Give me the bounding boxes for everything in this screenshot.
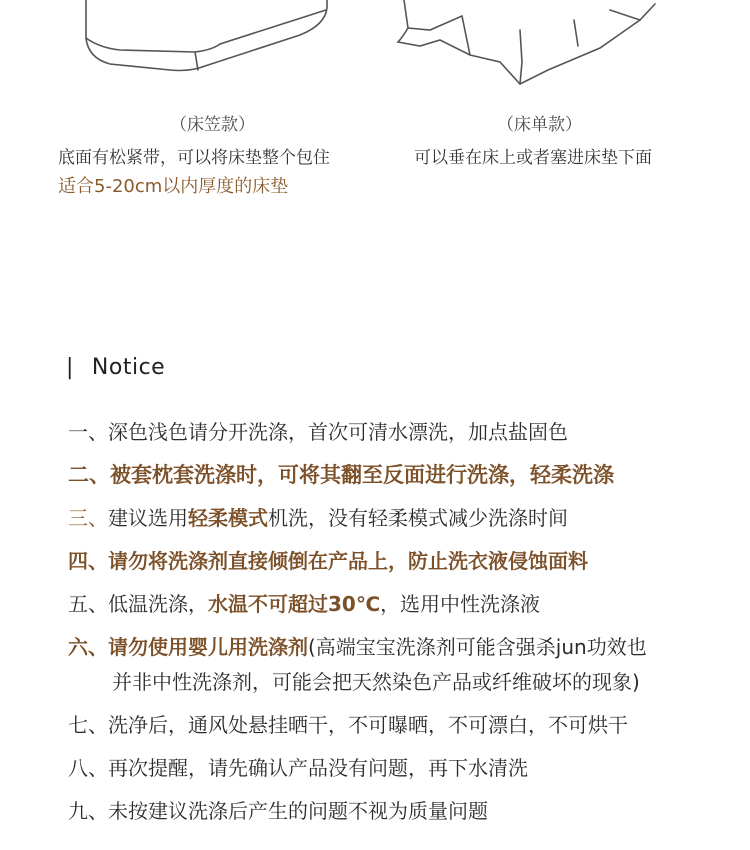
item-6-post: (高端宝宝洗涤剂可能含强杀jun功效也 <box>308 635 647 659</box>
notice-item-5 <box>68 588 540 617</box>
notice-item-6 <box>68 631 647 660</box>
item-3-post: 机洗，没有轻柔模式减少洗涤时间 <box>268 506 568 530</box>
item-3-highlight: 轻柔模式 <box>188 506 268 530</box>
bedding-illustrations <box>0 0 750 110</box>
flat-sheet-illustration <box>398 0 655 84</box>
item-5-post: ，选用中性洗涤液 <box>380 592 541 616</box>
fitted-sheet-thickness: 适合5-20cm以内厚度的床垫 <box>58 176 289 197</box>
notice-item-6-line2: 并非中性洗涤剂，可能会把天然染色产品或纤维破坏的现象) <box>112 670 640 694</box>
item-3-pre: 建议选用 <box>108 506 188 530</box>
fitted-sheet-illustration <box>86 0 327 71</box>
fitted-sheet-title: （床笠款） <box>170 115 255 135</box>
notice-item-2: 二、被套枕套洗涤时，可将其翻至反面进行洗涤，轻柔洗涤 <box>68 463 614 487</box>
flat-sheet-desc: 可以垂在床上或者塞进床垫下面 <box>414 148 652 168</box>
notice-item-8: 八、再次提醒，请先确认产品没有问题，再下水清洗 <box>68 756 528 780</box>
notice-item-1: 一、深色浅色请分开洗涤，首次可清水漂洗，加点盐固色 <box>68 420 568 444</box>
notice-item-3 <box>68 502 568 531</box>
flat-sheet-title: （床单款） <box>497 115 582 135</box>
heading-text: Notice <box>91 355 166 380</box>
notice-item-9: 九、未按建议洗涤后产生的问题不视为质量问题 <box>68 799 488 823</box>
item-6-highlight: 六、请勿使用婴儿用洗涤剂 <box>68 635 308 659</box>
item-5-pre: 五、低温洗涤， <box>68 592 208 616</box>
item-3-prefix: 三、 <box>68 506 108 530</box>
item-5-highlight: 水温不可超过30℃ <box>208 592 381 616</box>
notice-heading <box>66 355 165 380</box>
fitted-sheet-desc: 底面有松紧带，可以将床垫整个包住 <box>58 148 330 168</box>
notice-item-7: 七、洗净后，通风处悬挂晒干，不可曝晒，不可漂白，不可烘干 <box>68 713 628 737</box>
notice-item-4: 四、请勿将洗涤剂直接倾倒在产品上，防止洗衣液侵蚀面料 <box>68 549 588 573</box>
heading-bar: | <box>66 355 74 380</box>
